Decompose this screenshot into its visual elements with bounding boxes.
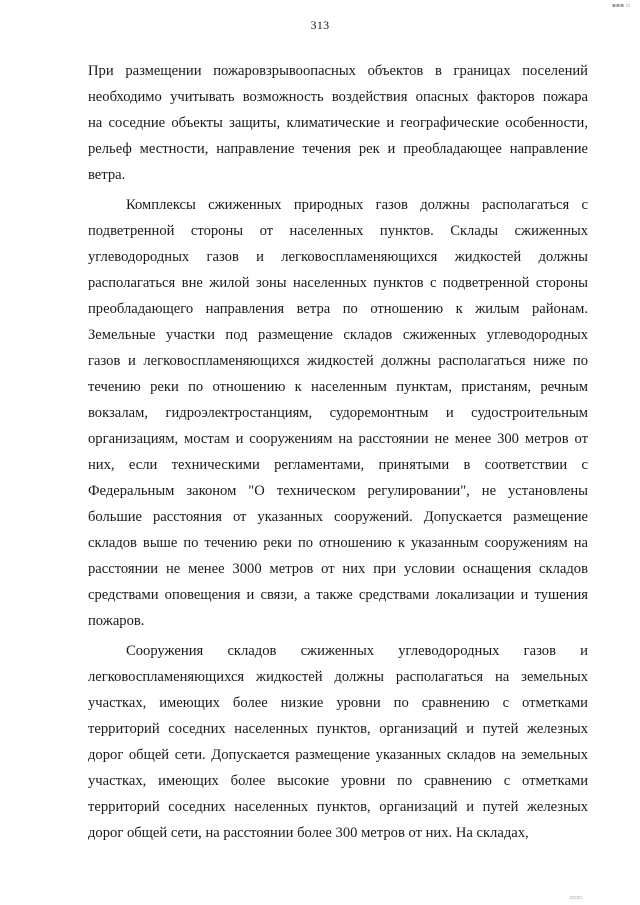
document-body bbox=[88, 58, 588, 846]
paragraph bbox=[88, 58, 588, 188]
scan-mark-top: ▪▪▪ ▫ bbox=[611, 2, 630, 9]
text-line: Комплексы сжиженных природных газов должны располагаться с bbox=[126, 197, 588, 213]
text-line: пожаров. bbox=[88, 613, 145, 629]
text-line: Земельные участки под размещение складов сжиженных углеводородных bbox=[88, 327, 588, 343]
text-line: территорий соседних населенных пунктов, организаций и путей железных bbox=[88, 799, 588, 815]
text-line: легковоспламеняющихся жидкостей должны располагаться на земельных bbox=[88, 669, 588, 685]
text-line: них, если техническими регламентами, принятыми в соответствии с bbox=[88, 457, 588, 473]
text-line: складов выше по течению реки по отношению к указанным сооружениям на bbox=[88, 535, 588, 551]
paragraph bbox=[88, 638, 588, 846]
text-line: углеводородных газов и легковоспламеняющихся жидкостей должны bbox=[88, 249, 588, 265]
text-line: дорог общей сети. Допускается размещение указанных складов на земельных bbox=[88, 747, 588, 763]
text-line: на соседние объекты защиты, климатические и географические особенности, bbox=[88, 115, 588, 131]
text-line: преобладающего направления ветра по отношению к жилым районам. bbox=[88, 301, 588, 317]
text-line: расстоянии не менее 3000 метров от них при условии оснащения складов bbox=[88, 561, 588, 577]
text-line: При размещении пожаровзрывоопасных объектов в границах поселений bbox=[88, 63, 588, 79]
paragraph bbox=[88, 192, 588, 634]
text-line: дорог общей сети, на расстоянии более 300 метров от них. На складах, bbox=[88, 825, 529, 841]
text-line: необходимо учитывать возможность воздействия опасных факторов пожара bbox=[88, 89, 588, 105]
text-line: газов и легковоспламеняющихся жидкостей должны располагаться ниже по bbox=[88, 353, 588, 369]
text-line: участках, имеющих более низкие уровни по сравнению с отметками bbox=[88, 695, 588, 711]
text-line: располагаться вне жилой зоны населенных пунктов с подветренной стороны bbox=[88, 275, 588, 291]
text-line: подветренной стороны от населенных пунктов. Склады сжиженных bbox=[88, 223, 588, 239]
page-number: 313 bbox=[310, 18, 330, 32]
text-line: рельеф местности, направление течения рек и преобладающее направление bbox=[88, 141, 588, 157]
text-line: Сооружения складов сжиженных углеводородных газов и bbox=[126, 643, 588, 659]
scan-mark-bottom: ▫▫▫ bbox=[569, 894, 582, 901]
text-line: территорий соседних населенных пунктов, организаций и путей железных bbox=[88, 721, 588, 737]
text-line: средствами оповещения и связи, а также средствами локализации и тушения bbox=[88, 587, 588, 603]
text-line: ветра. bbox=[88, 167, 126, 183]
text-line: вокзалам, гидроэлектростанциям, судоремонтным и судостроительным bbox=[88, 405, 588, 421]
text-line: течению реки по отношению к населенным пунктам, пристаням, речным bbox=[88, 379, 588, 395]
text-line: участках, имеющих более высокие уровни по сравнению с отметками bbox=[88, 773, 588, 789]
text-line: Федеральным законом "О техническом регулировании", не установлены bbox=[88, 483, 588, 499]
text-line: организациям, мостам и сооружениям на расстоянии не менее 300 метров от bbox=[88, 431, 588, 447]
text-line: большие расстояния от указанных сооружений. Допускается размещение bbox=[88, 509, 588, 525]
